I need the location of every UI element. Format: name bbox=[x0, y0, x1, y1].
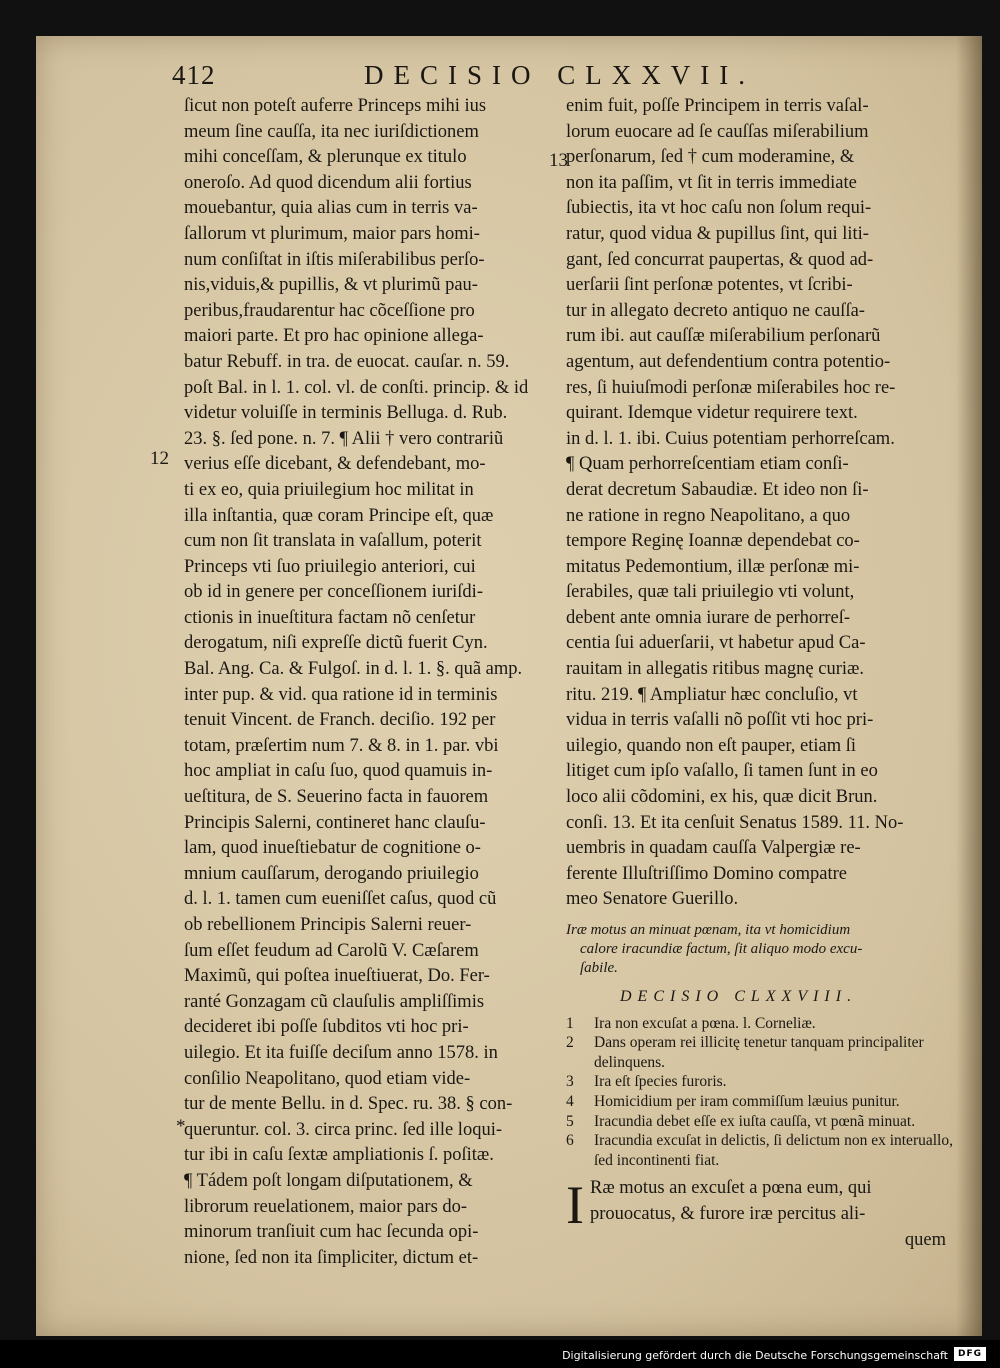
text-line: tempore Reginę Ioannæ dependebat co- bbox=[566, 531, 860, 552]
text-line: lam, quod inueſtiebatur de cognitione o- bbox=[184, 838, 481, 859]
text-line: librorum reuelationem, maior pars do- bbox=[184, 1196, 468, 1217]
index-item bbox=[566, 1033, 966, 1072]
margin-number-12: 12 bbox=[150, 448, 169, 469]
text-line: videtur voluiſſe in terminis Belluga. d. Rub. bbox=[184, 403, 508, 424]
index-number: 6 bbox=[566, 1132, 574, 1150]
text-line: tenuit Vincent. de Franch. deciſio. 192 per bbox=[184, 710, 496, 731]
text-line: tur ibi in caſu ſextæ ampliationis ſ. poſitæ. bbox=[184, 1145, 494, 1166]
text-line: batur Rebuff. in tra. de euocat. cauſar. n. 59. bbox=[184, 351, 510, 372]
index-number: 4 bbox=[566, 1092, 574, 1110]
index-text: Homicidium per iram commiſſum læuius punitur. bbox=[594, 1092, 900, 1110]
text-line: ti ex eo, quia priuilegium hoc militat in bbox=[184, 479, 474, 500]
footer-bar bbox=[0, 1340, 1000, 1368]
text-line: ctionis in inueſtitura factam nõ cenſetur bbox=[184, 607, 476, 628]
index-text: Ira non excuſat a pœna. l. Corneliæ. bbox=[594, 1014, 816, 1032]
text-line: res, ſi huiuſmodi perſonæ miſerabiles hoc re- bbox=[566, 377, 896, 398]
text-line: ueſtitura, de S. Seuerino facta in fauorem bbox=[184, 787, 489, 808]
text-line: Bal. Ang. Ca. & Fulgoſ. in d. l. 1. §. quã amp. bbox=[184, 659, 523, 680]
text-line: Maximũ, qui poſtea inueſtiuerat, Do. Fer- bbox=[184, 966, 490, 987]
text-line: ſallorum vt plurimum, maior pars homi- bbox=[184, 223, 480, 244]
text-line: totam, præſertim num 7. & 8. in 1. par. vbi bbox=[184, 735, 499, 756]
index-item bbox=[566, 1014, 966, 1034]
text-line: uembris in quadam cauſſa Valpergiæ re- bbox=[566, 838, 861, 859]
text-line: num conſiſtat in iſtis miſerabilibus perſo- bbox=[184, 249, 485, 270]
funding-notice: Digitalisierung gefördert durch die Deutsche Forschungsgemeinschaft bbox=[562, 1349, 948, 1362]
text-line: Princeps vti ſuo priuilegio anteriori, cui bbox=[184, 556, 476, 577]
text-line: lorum euocare ad ſe cauſſas miſerabilium bbox=[566, 121, 869, 142]
index-number: 1 bbox=[566, 1014, 574, 1032]
text-line: perſonarum, ſed † cum moderamine, & bbox=[566, 147, 855, 168]
index-text: Ira eſt ſpecies furoris. bbox=[594, 1073, 727, 1091]
opening-text bbox=[566, 1176, 966, 1253]
summary-line: calore iracundiæ factum, ſit aliquo modo excu- bbox=[580, 941, 863, 957]
opening-line: Ræ motus an excuſet a pœna eum, qui bbox=[589, 1178, 872, 1199]
opening-line: quem bbox=[904, 1229, 946, 1250]
index-number: 2 bbox=[566, 1034, 574, 1052]
text-line: conſilio Neapolitano, quod etiam vide- bbox=[184, 1068, 471, 1089]
text-line: conſi. 13. Et ita cenſuit Senatus 1589. 11. No- bbox=[566, 812, 904, 833]
text-line: rauitam in allegatis ritibus magnę curiæ. bbox=[566, 659, 864, 680]
text-line: inter pup. & vid. qua ratione id in terminis bbox=[184, 684, 498, 705]
text-line: in d. l. 1. ibi. Cuius potentiam perhorreſcam. bbox=[566, 428, 895, 449]
text-line: nis,viduis,& pupillis, & vt plurimũ pau- bbox=[184, 275, 478, 296]
text-line: loco alii cõdomini, ex his, quæ dicit Brun. bbox=[566, 787, 878, 808]
text-line: centia ſui aduerſarii, vt habetur apud Ca- bbox=[566, 633, 866, 654]
text-line: uerſarii ſint perſonæ potentes, vt ſcribi- bbox=[566, 275, 853, 296]
text-line: ¶ Tádem poſt longam diſputationem, & bbox=[184, 1170, 473, 1191]
text-line: verius eſſe dicebant, & defendebant, mo- bbox=[184, 454, 486, 475]
text-line: illa inſtantia, quæ coram Principe eſt, quæ bbox=[184, 505, 494, 526]
opening-line: prouocatus, & furore iræ percitus ali- bbox=[589, 1203, 866, 1224]
decision-summary bbox=[566, 921, 966, 978]
index-item bbox=[566, 1072, 966, 1092]
text-line: minorum tranſiuit cum hac ſecunda opi- bbox=[184, 1222, 479, 1243]
index-item bbox=[566, 1131, 966, 1170]
text-line: ſerabiles, quæ tali priuilegio vti volunt, bbox=[566, 582, 855, 603]
dfg-logo: DFG bbox=[954, 1347, 986, 1361]
text-line: ¶ Quam perhorreſcentiam etiam conſi- bbox=[566, 454, 849, 475]
summary-line: ſabile. bbox=[580, 960, 618, 976]
text-line: nione, ſed non ita ſimpliciter, dictum et- bbox=[184, 1247, 479, 1268]
text-line: enim fuit, poſſe Principem in terris vaſal- bbox=[566, 96, 869, 116]
index-item bbox=[566, 1092, 966, 1112]
running-title: DECISIO CLXXVII. bbox=[364, 60, 755, 90]
margin-number-13: 13 bbox=[549, 150, 568, 171]
text-line: ſicut non poteſt auferre Princeps mihi ius bbox=[184, 96, 487, 116]
decision-index bbox=[566, 1014, 966, 1171]
text-line: derat decretum Sabaudiæ. Et ideo non ſi- bbox=[566, 479, 869, 500]
text-line: mouebantur, quia alias cum in terris va- bbox=[184, 198, 478, 219]
right-column-body bbox=[566, 94, 966, 913]
text-line: gant, ſed concurrat paupertas, & quod ad- bbox=[566, 249, 874, 270]
text-line: mihi conceſſam, & plerunque ex titulo bbox=[184, 147, 467, 168]
text-line: decideret ibi poſſe ſubditos vti hoc pri- bbox=[184, 1017, 469, 1038]
text-line: tur de mente Bellu. in d. Spec. ru. 38. § con- bbox=[184, 1094, 513, 1115]
index-text: Iracundia debet eſſe ex iuſta cauſſa, vt pœnã minuat. bbox=[594, 1112, 916, 1130]
page-number: 412 bbox=[172, 60, 216, 90]
right-text-column bbox=[566, 94, 966, 1253]
index-text: Iracundia excuſat in delictis, ſi delictum non ex interuallo, ſed incontinenti fiat. bbox=[594, 1132, 953, 1169]
text-line: peribus,fraudarentur hac cõceſſione pro bbox=[184, 300, 475, 321]
text-line: non ita paſſim, vt ſit in terris immediate bbox=[566, 172, 857, 193]
decision-heading: DECISIO CLXXVIII. bbox=[620, 988, 858, 1005]
text-line: mitatus Pedemontium, illæ perſonæ mi- bbox=[566, 556, 860, 577]
text-line: agentum, aut defendentium contra potentio- bbox=[566, 351, 891, 372]
text-line: uilegio, quando non eſt pauper, etiam ſi bbox=[566, 735, 857, 756]
text-line: uilegio. Et ita fuiſſe deciſum anno 1578. in bbox=[184, 1042, 498, 1063]
index-number: 3 bbox=[566, 1073, 574, 1091]
text-line: oneroſo. Ad quod dicendum alii fortius bbox=[184, 172, 472, 193]
text-line: ob rebellionem Principis Salerni reuer- bbox=[184, 915, 472, 935]
text-line: ritu. 219. ¶ Ampliatur hæc concluſio, vt bbox=[566, 684, 858, 705]
text-line: vidua in terris vaſalli nõ poſſit vti hoc pri- bbox=[566, 710, 874, 731]
index-number: 5 bbox=[566, 1112, 574, 1130]
text-line: rum ibi. aut cauſſæ miſerabilium perſonarũ bbox=[566, 326, 881, 347]
text-line: cum non ſit translata in vaſallum, poterit bbox=[184, 531, 482, 552]
text-line: ne ratione in regno Neapolitano, a quo bbox=[566, 505, 851, 526]
drop-capital: I bbox=[566, 1175, 584, 1236]
text-line: ſum eſſet feudum ad Carolũ V. Cæſarem bbox=[184, 940, 479, 961]
text-line: tur in allegato decreto antiquo ne cauſſa- bbox=[566, 300, 865, 321]
margin-asterisk: * bbox=[176, 1116, 186, 1137]
text-line: debent ante omnia iurare de perhorreſ- bbox=[566, 607, 851, 628]
index-item bbox=[566, 1112, 966, 1132]
text-line: meum ſine cauſſa, ita nec iuriſdictionem bbox=[184, 121, 479, 142]
left-text-column bbox=[184, 94, 564, 1271]
summary-line: Iræ motus an minuat pœnam, ita vt homicidium bbox=[566, 922, 851, 938]
text-line: Principis Salerni, contineret hanc clauſu- bbox=[184, 812, 486, 833]
text-line: d. l. 1. tamen cum eueniſſet caſus, quod cũ bbox=[184, 889, 497, 910]
text-line: mnium cauſſarum, derogando priuilegio bbox=[184, 863, 479, 884]
text-line: maiori parte. Et pro hac opinione allega- bbox=[184, 326, 484, 347]
decision-opening bbox=[566, 1176, 966, 1253]
text-line: queruntur. col. 3. circa princ. ſed ille loqui- bbox=[184, 1119, 502, 1140]
text-line: ſubiectis, ita vt hoc caſu non ſolum requi- bbox=[566, 198, 872, 219]
text-line: ranté Gonzagam cũ clauſulis ampliſſimis bbox=[184, 991, 485, 1012]
text-line: 23. §. ſed pone. n. 7. ¶ Alii † vero contrariũ bbox=[184, 428, 504, 449]
book-page bbox=[36, 36, 982, 1336]
text-line: poſt Bal. in l. 1. col. vl. de conſti. princip. & id bbox=[184, 377, 529, 398]
text-line: ferente Illuſtriſſimo Domino compatre bbox=[566, 863, 848, 884]
index-text: Dans operam rei illicitę tenetur tanquam principaliter delinquens. bbox=[594, 1034, 924, 1071]
text-line: meo Senatore Guerillo. bbox=[566, 889, 739, 910]
text-line: litiget cum ipſo vaſallo, ſi tamen ſunt in eo bbox=[566, 761, 878, 782]
text-line: derogatum, niſi expreſſe dictũ fuerit Cyn. bbox=[184, 633, 488, 654]
text-line: ob id in genere per conceſſionem iuriſdi- bbox=[184, 582, 483, 603]
text-line: quirant. Idemque videtur requirere text. bbox=[566, 403, 858, 424]
text-line: hoc ampliat in caſu ſuo, quod quamuis in- bbox=[184, 761, 493, 782]
text-line: ratur, quod vidua & pupillus ſint, qui liti- bbox=[566, 223, 869, 244]
